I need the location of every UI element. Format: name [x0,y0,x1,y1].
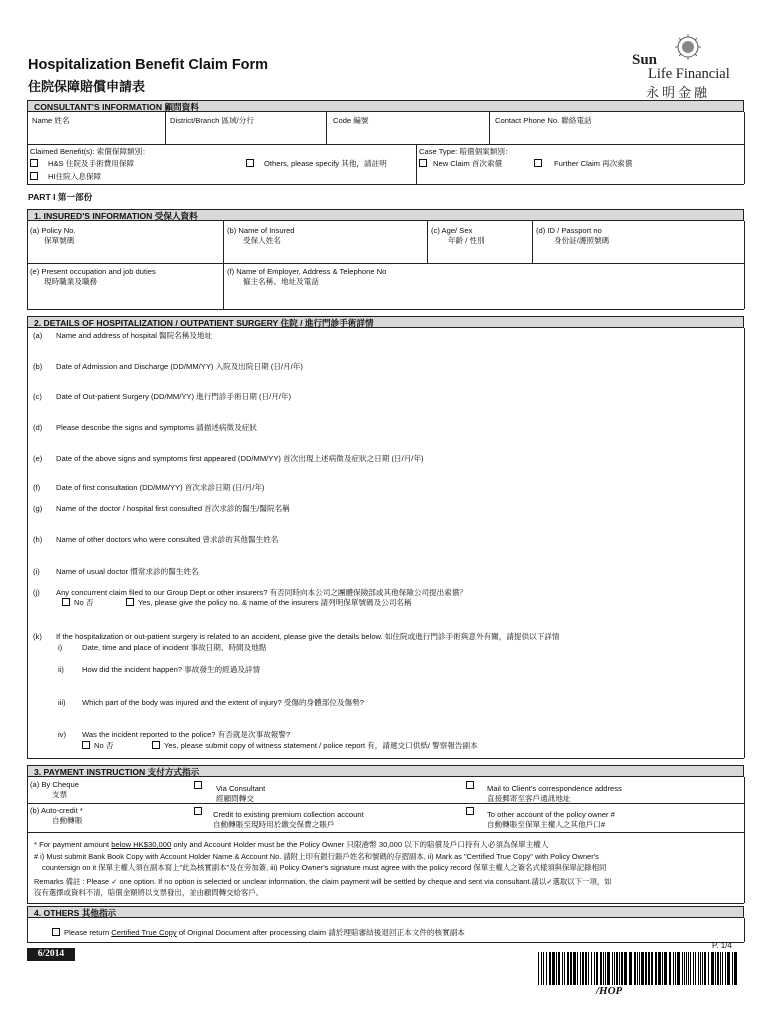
barcode-bar [619,952,620,985]
barcode-bar [664,952,667,985]
policy-no-label-zh: 保單號碼 [44,236,75,245]
age-sex-label: (c) Age/ Sex [431,226,473,235]
divider [427,221,428,263]
barcode-bar [651,952,653,985]
barcode-bar [655,952,657,985]
divider [744,328,745,758]
divider [27,758,744,759]
insured-info-header: 1. INSURED'S INFORMATION 受保人資料 [27,209,744,221]
payment-note-2: # i) Must submit Bank Book Copy with Account Holder Name & Account No. 請附上印有銀行賬戶姓名和號碼的存摺副本, ii) Mark as "Certified True Copy" with Policy Owner's [34,852,599,861]
divider [416,144,417,184]
barcode-bar [677,952,680,985]
divider [27,803,744,804]
barcode-bar [693,952,694,985]
injury-extent-label: Which part of the body was injured and the extent of injury? 受傷的身體部位及傷勢? [82,698,364,707]
concurrent-claim-no-option[interactable]: No 否 [62,598,93,607]
sub-item-key: iv) [58,730,67,739]
new-claim-option[interactable]: New Claim 首次索償 [419,159,502,168]
divider [27,263,744,264]
barcode-bar [645,952,647,985]
police-yes-checkbox[interactable] [152,741,160,749]
hi-checkbox[interactable] [30,172,38,180]
divider [27,777,28,903]
divider [326,112,327,144]
divider [744,777,745,903]
hospitalization-details-header: 2. DETAILS OF HOSPITALIZATION / OUTPATIENT SURGERY 住院 / 進行門診手術詳情 [27,316,744,328]
barcode-bar [570,952,572,985]
divider [532,221,533,263]
divider [27,328,28,758]
divider [27,221,28,309]
barcode-bar [567,952,569,985]
barcode-bar [562,952,563,985]
divider [27,832,744,833]
barcode-bar [585,952,587,985]
item-key: (e) [33,454,43,463]
via-consultant-checkbox-wrap[interactable] [194,781,206,790]
police-no-checkbox[interactable] [82,741,90,749]
barcode-bar [658,952,661,985]
insured-name-label-zh: 受保人姓名 [243,236,281,245]
barcode-bar [690,952,691,985]
police-report-label: Was the incident reported to the police? 有否就是次事故報警? [82,730,291,739]
barcode-bar [573,952,576,985]
auto-credit-label-zh: 自動轉賬 [52,816,83,825]
barcode-bar [704,952,706,985]
existing-account-label-zh: 自動轉賬至現時用於繳交保費之賬戶 [213,820,335,829]
existing-account-label: Credit to existing premium collection account [213,810,364,819]
incident-how-label: How did the incident happen? 事故發生的經過及詳情 [82,665,261,674]
new-claim-checkbox[interactable] [419,159,427,167]
barcode-bar [621,952,623,985]
barcode-bar [732,952,733,985]
hs-checkbox[interactable] [30,159,38,167]
barcode-bar [662,952,663,985]
signs-symptoms-label: Please describe the signs and symptoms 請描述病徵及症狀 [56,423,257,432]
barcode-bar [717,952,719,985]
sub-item-key: i) [58,643,63,652]
divider [27,309,744,310]
hs-benefit-option[interactable]: H&S 住院及手術費用保障 [30,159,134,168]
barcode-bar [629,952,632,985]
police-report-no-option[interactable]: No 否 [82,741,113,750]
barcode-bar [624,952,627,985]
barcode-bar [711,952,714,985]
divider [27,903,744,904]
barcode-bar [641,952,644,985]
form-title: Hospitalization Benefit Claim Form [28,57,269,73]
employer-label: (f) Name of Employer, Address & Telephone No [227,267,387,276]
item-key: (i) [33,567,40,576]
barcode-bar [538,952,539,985]
insured-name-label: (b) Name of Insured [227,226,295,235]
payment-note-3: countersign on it 保單主權人須在副本寫上"此為核實副本"及在旁加簽, iii) Policy Owner's signature must agree with the policy record 保單主權人之簽名式樣須與保單記錄相同 [42,863,607,872]
symptoms-first-date-label: Date of the above signs and symptoms first appeared (DD/MM/YY) 首次出現上述病徵及症狀之日期 (日/月/年) [56,454,424,463]
barcode-bar [596,952,598,985]
occupation-label-zh: 現時職業及職務 [44,277,98,286]
case-type-label: Case Type: 賠償個案類別： [419,147,513,156]
concurrent-claim-label: Any concurrent claim filed to our Group Dept or other insurers? 有否同時向本公司之團體保險部或其他保險公司提出索償？ [56,588,468,597]
barcode-icon [538,952,740,985]
item-key: (d) [33,423,43,432]
barcode-bar [684,952,685,985]
item-key: (b) [33,362,43,371]
form-title-chinese: 住院保障賠償申請表 [28,79,146,94]
others-header: 4. OTHERS 其他指示 [27,906,744,918]
item-key: (a) [33,331,43,340]
logo-life-financial-text: Life Financial [648,66,730,82]
barcode-bar [588,952,589,985]
return-copy-option[interactable]: Please return Certified True Copy of Original Document after processing claim 請於理賠審結後退回正本文件的核實副本 [52,928,465,937]
form-version-date: 6/2014 [27,948,75,961]
other-doctors-label: Name of other doctors who were consulted 曾求診的其他醫生姓名 [56,535,279,544]
item-key: (h) [33,535,43,544]
divider [27,184,744,185]
consultant-info-header: CONSULTANT'S INFORMATION 顧問資料 [27,100,744,112]
item-key: (j) [33,588,40,597]
divider [223,221,224,309]
barcode-bar [543,952,544,985]
barcode-bar [722,952,723,985]
divider [744,112,745,184]
sub-item-key: ii) [58,665,64,674]
occupation-label: (e) Present occupation and job duties [30,267,156,276]
divider [165,112,166,144]
item-key: (k) [33,632,42,641]
barcode-bar [702,952,703,985]
concurrent-no-checkbox[interactable] [62,598,70,606]
other-account-checkbox[interactable] [466,807,474,815]
barcode-bar [637,952,638,985]
others-checkbox[interactable] [246,159,254,167]
barcode-bar [603,952,604,985]
existing-account-checkbox-wrap[interactable] [194,807,206,816]
barcode-bar [686,952,687,985]
barcode-bar [727,952,730,985]
consultant-code-label: Code 編號 [333,116,369,125]
id-passport-label: (d) ID / Passport no [536,226,602,235]
age-sex-label-zh: 年齡 / 性別 [448,236,485,245]
barcode-bar [688,952,689,985]
barcode-bar [582,952,584,985]
first-consultation-date-label: Date of first consultation (DD/MM/YY) 首次求診日期 (日/月/年) [56,483,265,492]
divider [27,144,744,145]
barcode-bar [549,952,551,985]
barcode-bar [682,952,683,985]
item-key: (g) [33,504,43,513]
hi-benefit-option[interactable]: HI住院入息保障 [30,172,101,181]
concurrent-claim-yes-option[interactable]: Yes, please give the policy no. & name of the insurers 請列明保單號碼及公司名稱 [126,598,412,607]
barcode-bar [564,952,565,985]
barcode-bar [614,952,615,985]
police-report-yes-option[interactable]: Yes, please submit copy of witness statement / police report 有，請遞交口供紙/ 警察報告副本 [152,741,478,750]
mail-client-checkbox-wrap[interactable] [466,781,478,790]
barcode-bar [639,952,640,985]
form-code: /HOP [596,985,623,997]
divider [27,942,744,943]
by-cheque-label-zh: 支票 [52,790,68,799]
outpatient-surgery-date-label: Date of Out-patient Surgery (DD/MM/YY) 進行門診手術日期 (日/月/年) [56,392,292,401]
barcode-bar [669,952,671,985]
barcode-bar [734,952,737,985]
barcode-bar [580,952,581,985]
others-benefit-option[interactable]: Others, please specify 其他，請註明 [246,159,387,168]
usual-doctor-label: Name of usual doctor 慣常求診的醫生姓名 [56,567,199,576]
payment-remarks-2: 沒有選擇或資料不清，賠償金額將以支票發出，並由顧問轉交給客戶。 [34,888,264,897]
further-claim-checkbox[interactable] [534,159,542,167]
barcode-bar [591,952,592,985]
mail-client-label: Mail to Client's correspondence address [487,784,622,793]
policy-no-label: (a) Policy No. [30,226,76,235]
barcode-bar [616,952,618,985]
barcode-bar [698,952,699,985]
barcode-bar [556,952,557,985]
consultant-name-label: Name 姓名 [32,116,70,125]
consultant-phone-label: Contact Phone No. 聯絡電話 [495,116,592,125]
barcode-bar [552,952,555,985]
concurrent-yes-checkbox[interactable] [126,598,134,606]
barcode-bar [594,952,595,985]
consultant-district-label: District/Branch 區域/分行 [170,116,254,125]
divider [27,112,28,184]
logo-chinese-text: 永明金融 [646,85,711,100]
via-consultant-checkbox[interactable] [194,781,202,789]
via-consultant-label-zh: 經顧問轉交 [216,794,254,803]
divider [744,918,745,942]
claimed-benefits-label: Claimed Benefit(s): 索償保障類別： [30,147,150,156]
employer-label-zh: 僱主名稱、地址及電話 [243,277,319,286]
barcode-bar [607,952,610,985]
by-cheque-label: (a) By Cheque [30,780,79,789]
admission-discharge-date-label: Date of Admission and Discharge (DD/MM/YY) 入院及出院日期 (日/月/年) [56,362,303,371]
payment-instruction-header: 3. PAYMENT INSTRUCTION 支付方式指示 [27,765,744,777]
incident-date-place-label: Date, time and place of incident 事故日期、時間及地點 [82,643,267,652]
barcode-bar [605,952,606,985]
barcode-bar [558,952,560,985]
payment-remarks-1: Remarks 備註 : Please ✓ one option. If no option is selected or unclear information, the claim payment will be settled by cheque and sent via consultant.請以✓選取以下一項，如 [34,877,612,886]
barcode-bar [577,952,578,985]
sub-item-key: iii) [58,698,66,707]
barcode-bar [720,952,721,985]
other-account-checkbox-wrap[interactable] [466,807,478,816]
barcode-bar [648,952,650,985]
barcode-bar [673,952,674,985]
barcode-bar [546,952,547,985]
page-number: P. 1/4 [712,941,732,950]
id-passport-label-zh: 身份証/護照號碼 [554,236,610,245]
divider [27,918,28,942]
barcode-bar [600,952,602,985]
barcode-bar [675,952,676,985]
other-account-label-zh: 自動轉賬至保單主權人之其他戶口# [487,820,606,829]
hospital-name-address-label: Name and address of hospital 醫院名稱及地址 [56,331,213,340]
barcode-bar [541,952,542,985]
item-key: (f) [33,483,41,492]
auto-credit-label: (b) Auto-credit * [30,806,83,815]
divider [744,221,745,309]
existing-account-checkbox[interactable] [194,807,202,815]
mail-client-checkbox[interactable] [466,781,474,789]
divider [489,112,490,144]
return-copy-checkbox[interactable] [52,928,60,936]
via-consultant-label: Via Consultant [216,784,266,793]
accident-details-label: If the hospitalization or out-patient surgery is related to an accident, please give the details below. 如住院或進行門診手術與意外有關，請提供以下詳情 [56,632,560,641]
further-claim-option[interactable]: Further Claim 再次索償 [534,159,632,168]
barcode-bar [725,952,726,985]
sun-logo-icon [668,34,708,60]
logo-sun-text: Sun [632,52,658,68]
barcode-bar [612,952,613,985]
other-account-label: To other account of the policy owner # [487,810,615,819]
mail-client-label-zh: 直接郵寄至客戶通訊地址 [487,794,571,803]
barcode-bar [634,952,636,985]
barcode-bar [708,952,709,985]
sun-life-logo [612,34,752,100]
first-doctor-label: Name of the doctor / hospital first consulted 首次求診的醫生/醫院名稱 [56,504,290,513]
barcode-bar [715,952,716,985]
item-key: (c) [33,392,42,401]
barcode-bar [700,952,701,985]
payment-note-1: * For payment amount below HK$30,000 only and Account Holder must be the Policy Owner 只限港幣 30,000 以下的賠償及戶口持有人必須為保單主權人 [34,840,549,849]
part-one-label: PART I 第一部份 [28,192,93,202]
barcode-bar [695,952,696,985]
